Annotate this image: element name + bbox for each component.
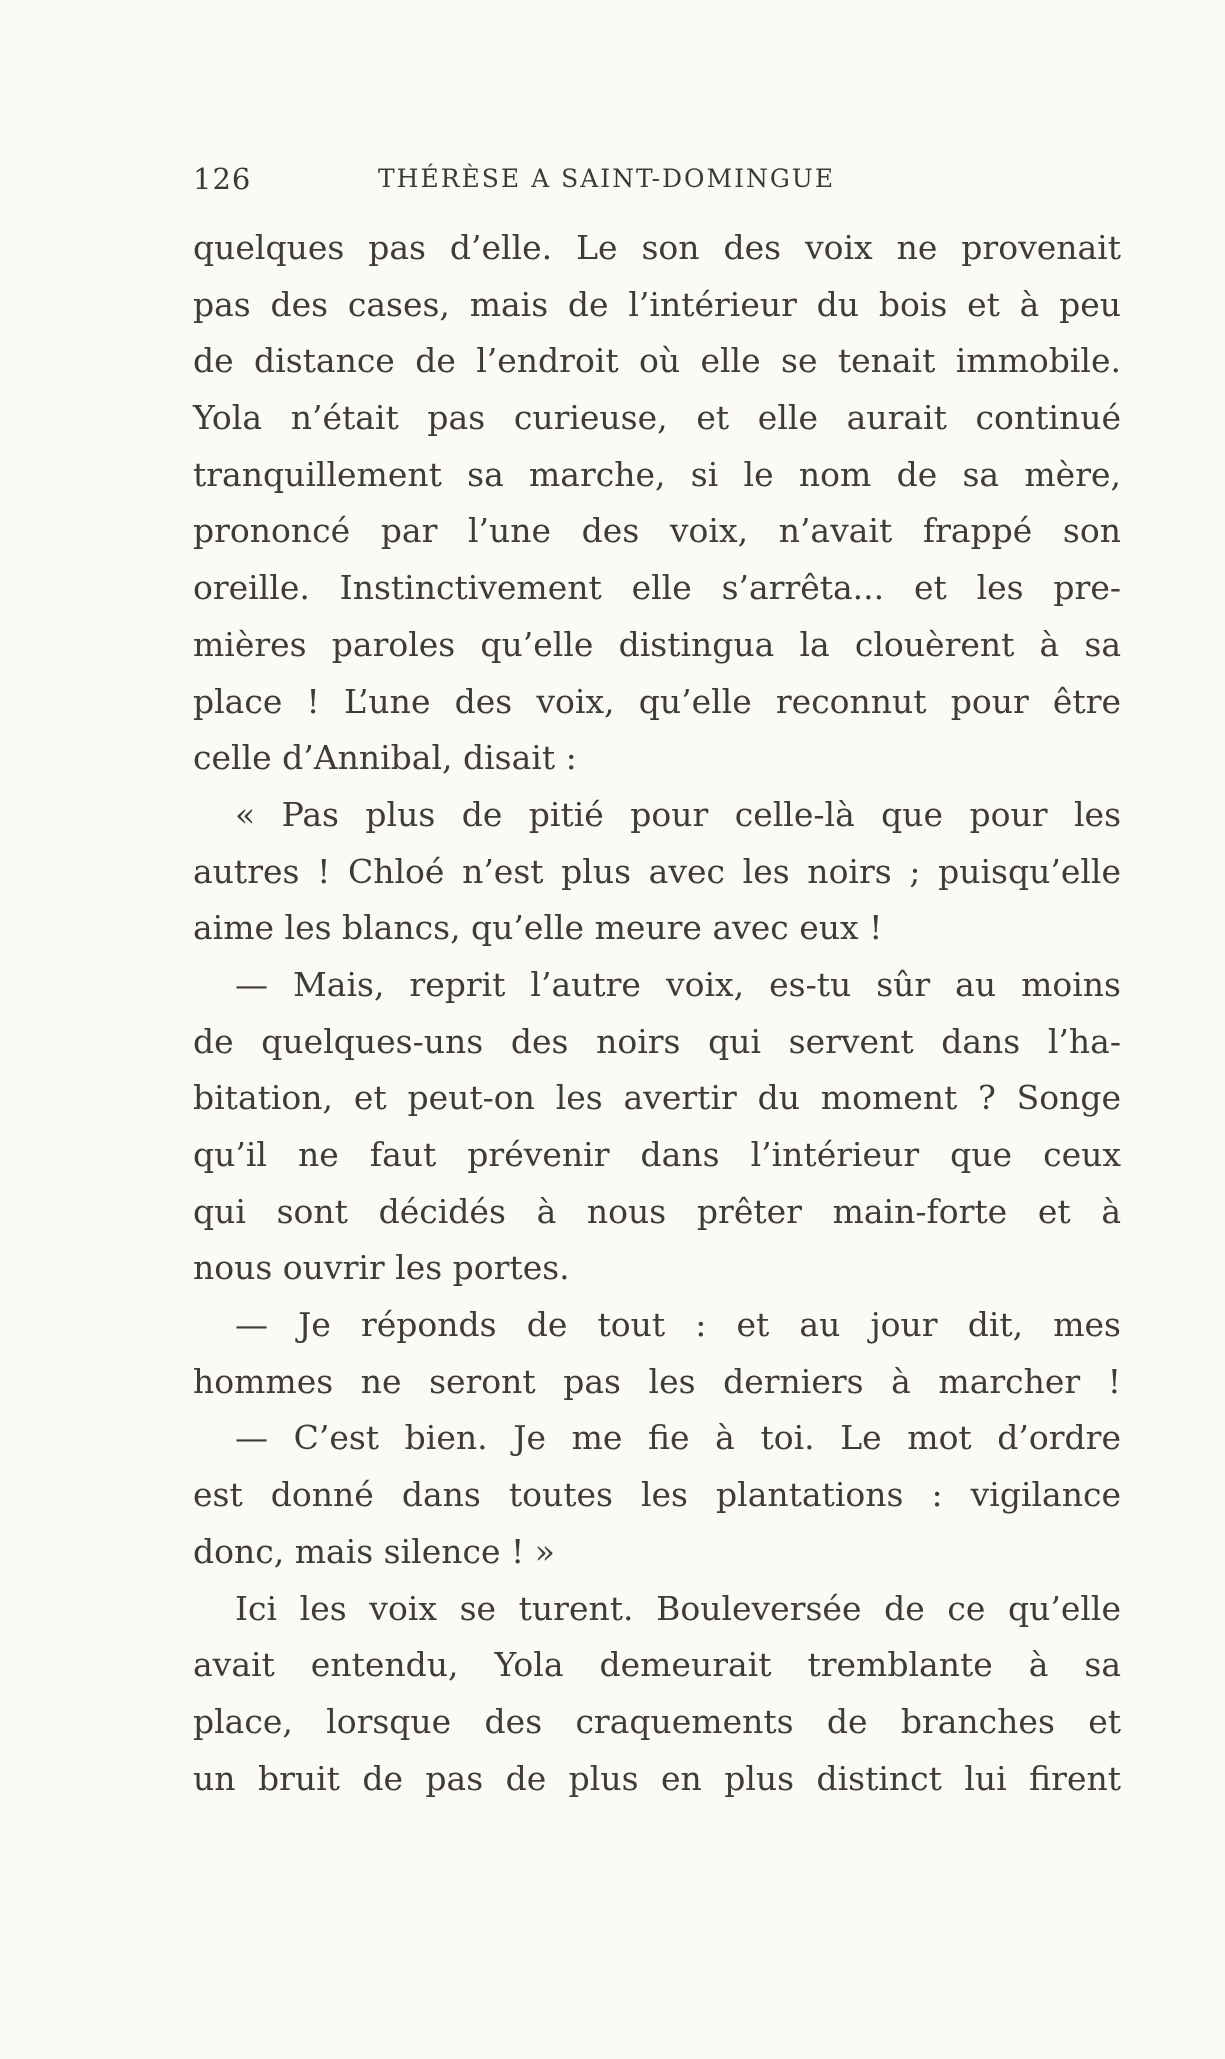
text-line: — Mais, reprit l’autre voix, es-tu sûr au moins	[235, 964, 1121, 1004]
text-line: pas des cases, mais de l’intérieur du bois et à peu	[193, 284, 1121, 324]
text-line: Yola n’était pas curieuse, et elle aurait continué	[193, 398, 1121, 438]
text-line: hommes ne seront pas les derniers à marcher !	[193, 1361, 1121, 1401]
text-line: avait entendu, Yola demeurait tremblante à sa	[193, 1645, 1121, 1685]
text-line: autres ! Chloé n’est plus avec les noirs ; puisqu’elle	[193, 851, 1121, 891]
text-line: Ici les voix se turent. Bouleversée de ce qu’elle	[235, 1588, 1121, 1628]
text-line: un bruit de pas de plus en plus distinct lui firent	[193, 1758, 1121, 1798]
text-line: — C’est bien. Je me fie à toi. Le mot d’ordre	[235, 1418, 1121, 1458]
text-line: — Je réponds de tout : et au jour dit, mes	[235, 1305, 1121, 1345]
text-line: « Pas plus de pitié pour celle-là que pour les	[235, 794, 1121, 834]
text-line: donc, mais silence ! »	[193, 1531, 555, 1571]
text-line: oreille. Instinctivement elle s’arrêta... et les pre-	[193, 568, 1121, 608]
running-title: THÉRÈSE A SAINT-DOMINGUE	[378, 164, 836, 193]
text-line: qu’il ne faut prévenir dans l’intérieur que ceux	[193, 1135, 1121, 1174]
text-line: qui sont décidés à nous prêter main-forte et à	[193, 1191, 1121, 1231]
text-line: prononcé par l’une des voix, n’avait frappé son	[193, 511, 1121, 551]
text-line: celle d’Annibal, disait :	[193, 738, 577, 778]
body-text	[193, 220, 1121, 1807]
text-line: place, lorsque des craquements de branches et	[193, 1701, 1121, 1741]
page-number: 126	[193, 162, 252, 196]
running-header	[193, 162, 1127, 206]
text-line: de distance de l’endroit où elle se tenait immobile.	[193, 341, 1121, 381]
text-line: est donné dans toutes les plantations : vigilance	[193, 1475, 1121, 1515]
text-line: mières paroles qu’elle distingua la clouèrent à sa	[193, 624, 1121, 664]
text-line: tranquillement sa marche, si le nom de sa mère,	[193, 454, 1121, 494]
text-line: place ! L’une des voix, qu’elle reconnut pour être	[193, 681, 1121, 721]
text-line: quelques pas d’elle. Le son des voix ne provenait	[193, 228, 1121, 267]
text-line: aime les blancs, qu’elle meure avec eux !	[193, 908, 883, 948]
text-line: de quelques-uns des noirs qui servent dans l’ha-	[193, 1021, 1121, 1061]
text-line: bitation, et peut-on les avertir du moment ? Songe	[193, 1078, 1121, 1118]
text-line: nous ouvrir les portes.	[193, 1248, 570, 1288]
